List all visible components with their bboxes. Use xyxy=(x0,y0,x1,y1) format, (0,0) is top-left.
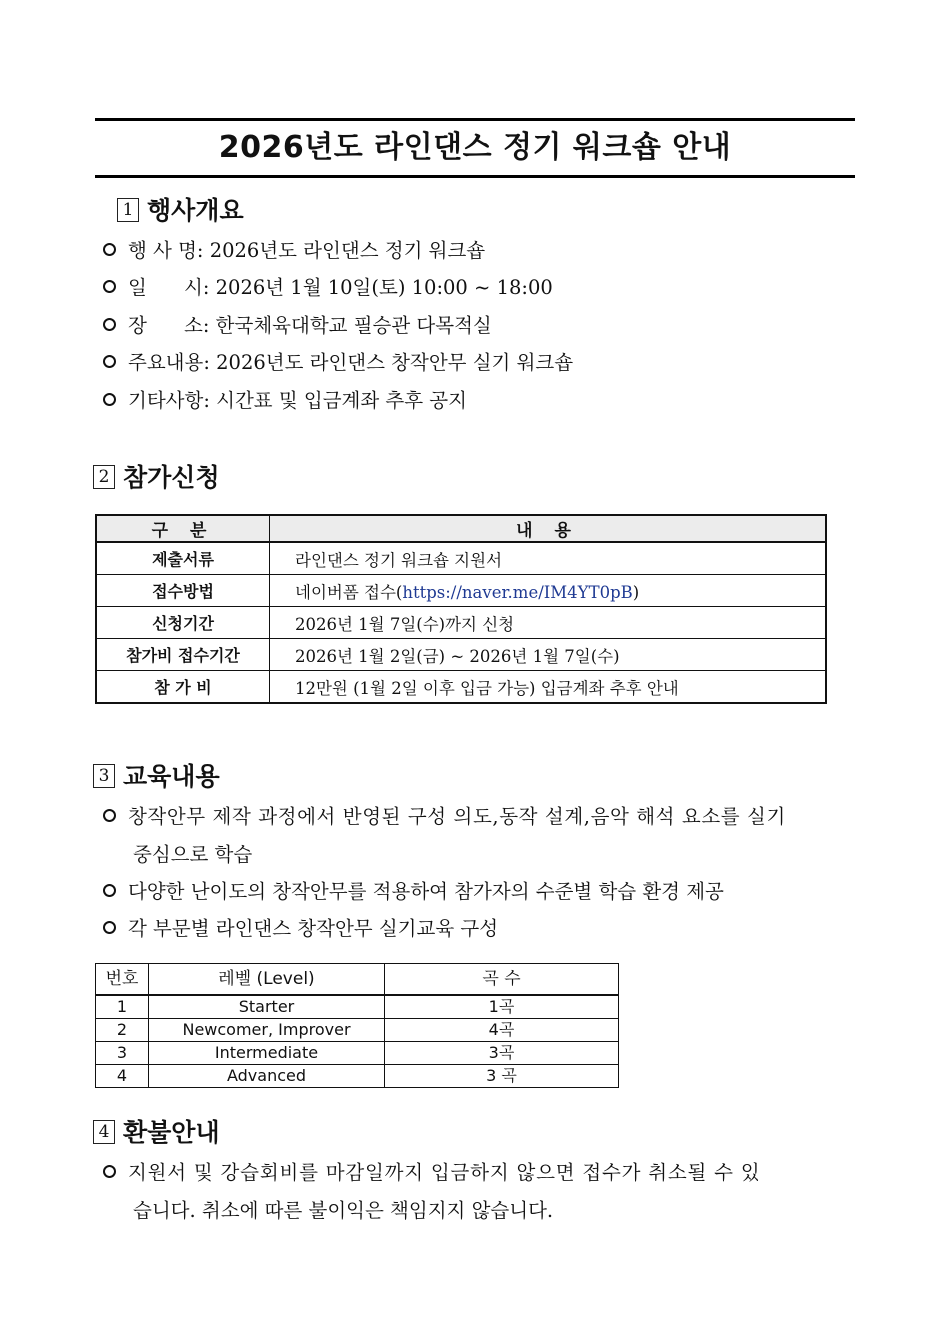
item-label: 일 시: xyxy=(128,276,210,299)
table-header-row xyxy=(96,964,619,996)
title-top-rule xyxy=(95,118,855,121)
table-row xyxy=(96,1019,619,1042)
education-item xyxy=(103,912,498,946)
table-header-row xyxy=(96,515,826,542)
item-text: 다양한 난이도의 창작안무를 적용하여 참가자의 수준별 학습 환경 제공 xyxy=(128,880,724,903)
row-value: 12만원 (1월 2일 이후 입금 가능) 입금계좌 추후 안내 xyxy=(270,671,827,704)
table-row xyxy=(96,1042,619,1065)
table-cell: Starter xyxy=(149,995,385,1019)
bullet-circle-icon xyxy=(103,884,116,897)
table-cell: 3 곡 xyxy=(385,1065,619,1088)
table-cell: Intermediate xyxy=(149,1042,385,1065)
table-row xyxy=(96,995,619,1019)
level-table xyxy=(95,963,619,1088)
row-key: 제출서류 xyxy=(96,542,270,575)
section-title: 교육내용 xyxy=(123,762,220,791)
education-item xyxy=(103,800,786,834)
item-label: 행 사 명: xyxy=(128,239,204,262)
page-title: 2026년도 라인댄스 정기 워크숍 안내 xyxy=(218,130,732,165)
overview-item-datetime xyxy=(103,271,553,305)
bullet-circle-icon xyxy=(103,280,116,293)
row-value: 라인댄스 정기 워크숍 지원서 xyxy=(270,542,827,575)
table-header-cell: 곡 수 xyxy=(385,964,619,996)
item-text: 각 부문별 라인댄스 창작안무 실기교육 구성 xyxy=(128,917,499,940)
row-key: 접수방법 xyxy=(96,575,270,607)
item-label: 주요내용: xyxy=(128,351,210,374)
section-title: 환불안내 xyxy=(123,1118,220,1147)
naver-form-link[interactable]: https://naver.me/IM4YT0pB xyxy=(402,582,633,602)
item-value: 2026년도 라인댄스 창작안무 실기 워크숍 xyxy=(216,351,574,374)
refund-item xyxy=(103,1156,760,1190)
value-suffix: ) xyxy=(632,582,640,602)
item-text: 창작안무 제작 과정에서 반영된 구성 의도,동작 설계,음악 해석 요소를 실기 xyxy=(128,805,786,828)
title-bottom-rule xyxy=(95,175,855,178)
section-heading-overview xyxy=(117,194,244,228)
table-header-cell: 내 용 xyxy=(270,515,827,542)
refund-item-continuation: 습니다. 취소에 따른 불이익은 책임지지 않습니다. xyxy=(133,1199,554,1222)
table-cell: Advanced xyxy=(149,1065,385,1088)
section-title: 행사개요 xyxy=(147,196,244,225)
education-item xyxy=(103,875,724,909)
item-value: 2026년도 라인댄스 정기 워크숍 xyxy=(209,239,486,262)
bullet-circle-icon xyxy=(103,318,116,331)
item-value: 시간표 및 입금계좌 추후 공지 xyxy=(216,389,467,412)
item-label: 장 소: xyxy=(128,314,210,337)
row-value: 2026년 1월 7일(수)까지 신청 xyxy=(270,607,827,639)
section-heading-registration xyxy=(93,461,220,495)
overview-item-name xyxy=(103,234,485,268)
overview-item-content xyxy=(103,346,573,380)
section-number: 1 xyxy=(117,198,139,222)
table-cell: 1곡 xyxy=(385,995,619,1019)
bullet-circle-icon xyxy=(103,1165,116,1178)
table-header-cell: 레벨 (Level) xyxy=(149,964,385,996)
table-cell: 4곡 xyxy=(385,1019,619,1042)
overview-item-venue xyxy=(103,309,492,343)
section-heading-refund xyxy=(93,1116,220,1150)
table-cell: Newcomer, Improver xyxy=(149,1019,385,1042)
table-row xyxy=(96,671,826,704)
table-cell: 1 xyxy=(96,995,149,1019)
table-row xyxy=(96,542,826,575)
section-number: 2 xyxy=(93,465,115,489)
registration-table xyxy=(95,514,827,704)
bullet-circle-icon xyxy=(103,809,116,822)
table-cell: 2 xyxy=(96,1019,149,1042)
table-cell: 3곡 xyxy=(385,1042,619,1065)
table-cell: 4 xyxy=(96,1065,149,1088)
bullet-circle-icon xyxy=(103,243,116,256)
row-value: 2026년 1월 2일(금) ~ 2026년 1월 7일(수) xyxy=(270,639,827,671)
section-title: 참가신청 xyxy=(123,463,220,492)
row-key: 참 가 비 xyxy=(96,671,270,704)
item-label: 기타사항: xyxy=(128,389,210,412)
bullet-circle-icon xyxy=(103,921,116,934)
row-key: 참가비 접수기간 xyxy=(96,639,270,671)
table-cell: 3 xyxy=(96,1042,149,1065)
section-number: 3 xyxy=(93,764,115,788)
row-value xyxy=(270,575,827,607)
overview-item-other xyxy=(103,384,467,418)
table-row xyxy=(96,639,826,671)
value-prefix: 네이버폼 접수( xyxy=(295,582,403,602)
item-value: 2026년 1월 10일(토) 10:00 ~ 18:00 xyxy=(215,276,553,299)
table-header-cell: 번호 xyxy=(96,964,149,996)
item-text: 지원서 및 강습회비를 마감일까지 입금하지 않으면 접수가 취소될 수 있 xyxy=(128,1161,761,1184)
table-row xyxy=(96,575,826,607)
section-number: 4 xyxy=(93,1120,115,1144)
bullet-circle-icon xyxy=(103,393,116,406)
section-heading-education xyxy=(93,760,220,794)
table-header-cell: 구 분 xyxy=(96,515,270,542)
table-row xyxy=(96,607,826,639)
row-key: 신청기간 xyxy=(96,607,270,639)
table-row xyxy=(96,1065,619,1088)
bullet-circle-icon xyxy=(103,355,116,368)
item-value: 한국체육대학교 필승관 다목적실 xyxy=(215,314,492,337)
education-item-continuation: 중심으로 학습 xyxy=(133,843,253,866)
